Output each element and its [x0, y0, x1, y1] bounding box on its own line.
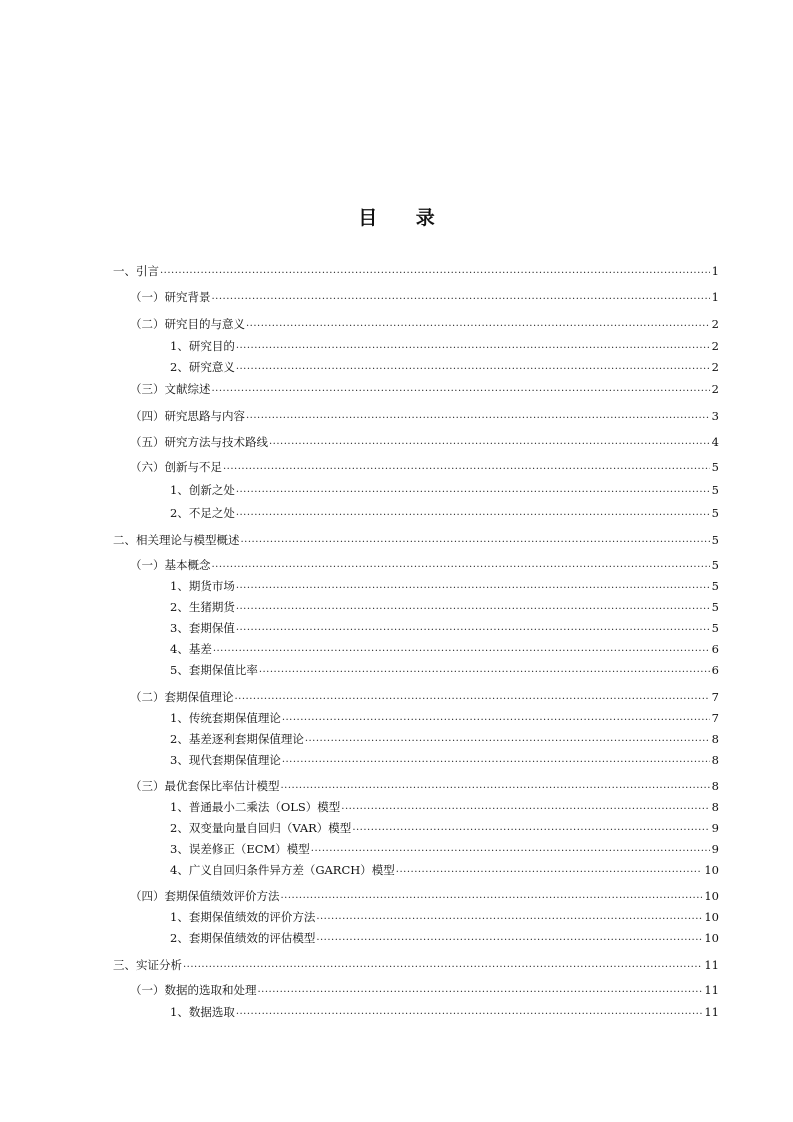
toc-entry[interactable]: [130, 775, 719, 793]
toc-entry[interactable]: [130, 686, 719, 704]
toc-entry-title: （六）创新与不足: [130, 460, 222, 474]
toc-entry-page: 8: [711, 753, 719, 767]
toc-leader-dots: [213, 642, 710, 656]
toc-entry-page: 3: [711, 409, 719, 423]
toc-entry[interactable]: [130, 313, 719, 331]
toc-leader-dots: [258, 983, 703, 997]
toc-entry-title: 1、创新之处: [170, 483, 235, 497]
toc-leader-dots: [236, 506, 710, 520]
toc-entry[interactable]: [170, 502, 719, 520]
toc-entry-title: 1、普通最小二乘法（OLS）模型: [170, 800, 341, 814]
toc-entry[interactable]: [170, 859, 719, 877]
toc-leader-dots: [223, 460, 710, 474]
toc-entry-page: 7: [711, 711, 719, 725]
toc-entry-title: 2、基差逐利套期保值理论: [170, 732, 304, 746]
toc-leader-dots: [259, 663, 710, 677]
toc-entry-title: 一、引言: [113, 264, 159, 278]
toc-entry-title: 4、广义自回归条件异方差（GARCH）模型: [170, 863, 395, 877]
toc-entry[interactable]: [170, 596, 719, 614]
toc-leader-dots: [236, 600, 710, 614]
toc-entry-page: 10: [704, 863, 719, 877]
toc-entry-page: 5: [711, 460, 719, 474]
toc-entry-title: （五）研究方法与技术路线: [130, 435, 268, 449]
toc-leader-dots: [352, 821, 709, 835]
toc-entry-page: 5: [711, 600, 719, 614]
toc-entry[interactable]: [130, 286, 719, 304]
toc-entry-page: 5: [711, 506, 719, 520]
toc-entry-title: 2、不足之处: [170, 506, 235, 520]
toc-leader-dots: [212, 558, 710, 572]
toc-leader-dots: [236, 1005, 703, 1019]
toc-entry-title: 3、误差修正（ECM）模型: [170, 842, 310, 856]
toc-entry-title: 1、期货市场: [170, 579, 235, 593]
toc-entry-title: （三）最优套保比率估计模型: [130, 779, 280, 793]
toc-entry[interactable]: [170, 638, 719, 656]
toc-leader-dots: [281, 889, 703, 903]
toc-entry[interactable]: [170, 906, 719, 924]
toc-entry[interactable]: [113, 260, 719, 278]
toc-entry[interactable]: [170, 749, 719, 767]
toc-entry[interactable]: [130, 378, 719, 396]
toc-entry-title: （二）研究目的与意义: [130, 317, 245, 331]
toc-entry-page: 10: [704, 931, 719, 945]
toc-entry-page: 8: [711, 732, 719, 746]
toc-entry-title: 二、相关理论与模型概述: [113, 533, 240, 547]
toc-entry-page: 9: [711, 842, 719, 856]
toc-entry-page: 5: [711, 579, 719, 593]
toc-entry-title: 2、双变量向量自回归（VAR）模型: [170, 821, 352, 835]
toc-entry-page: 4: [711, 435, 719, 449]
toc-entry[interactable]: [113, 529, 719, 547]
toc-entry[interactable]: [170, 707, 719, 725]
toc-leader-dots: [316, 910, 702, 924]
toc-entry-page: 9: [711, 821, 719, 835]
toc-leader-dots: [236, 360, 710, 374]
toc-entry-title: 4、基差: [170, 642, 212, 656]
toc-entry[interactable]: [170, 1001, 719, 1019]
toc-entry[interactable]: [130, 885, 719, 903]
toc-leader-dots: [236, 621, 710, 635]
toc-entry-page: 11: [704, 983, 719, 997]
toc-entry-title: 2、生猪期货: [170, 600, 235, 614]
toc-entry-page: 11: [704, 1005, 719, 1019]
toc-leader-dots: [212, 382, 710, 396]
toc-entry-page: 10: [704, 910, 719, 924]
toc-entry-page: 1: [711, 264, 719, 278]
toc-entry-title: 2、研究意义: [170, 360, 235, 374]
toc-leader-dots: [316, 931, 702, 945]
toc-entry-title: （二）套期保值理论: [130, 690, 234, 704]
toc-entry[interactable]: [170, 927, 719, 945]
toc-entry-title: 1、研究目的: [170, 339, 235, 353]
toc-entry-page: 2: [711, 339, 719, 353]
toc-leader-dots: [282, 711, 710, 725]
toc-entry[interactable]: [170, 356, 719, 374]
toc-entry-page: 5: [711, 621, 719, 635]
toc-entry[interactable]: [130, 456, 719, 474]
toc-entry-title: （四）研究思路与内容: [130, 409, 245, 423]
toc-entry[interactable]: [170, 796, 719, 814]
toc-entry-title: 5、套期保值比率: [170, 663, 258, 677]
toc-entry[interactable]: [170, 575, 719, 593]
toc-leader-dots: [269, 435, 710, 449]
toc-leader-dots: [235, 690, 710, 704]
toc-entry[interactable]: [130, 554, 719, 572]
toc-leader-dots: [236, 339, 710, 353]
toc-entry[interactable]: [170, 728, 719, 746]
toc-entry[interactable]: [170, 617, 719, 635]
toc-entry[interactable]: [170, 335, 719, 353]
toc-entry[interactable]: [170, 838, 719, 856]
toc-entry-page: 2: [711, 360, 719, 374]
toc-entry-page: 11: [704, 958, 719, 972]
toc-entry-page: 8: [711, 800, 719, 814]
toc-entry[interactable]: [130, 405, 719, 423]
toc-entry[interactable]: [130, 431, 719, 449]
toc-entry-title: （一）研究背景: [130, 290, 211, 304]
toc-entry-title: 1、数据选取: [170, 1005, 235, 1019]
toc-entry-page: 2: [711, 317, 719, 331]
toc-leader-dots: [311, 842, 710, 856]
toc-entry[interactable]: [130, 979, 719, 997]
toc-entry-title: 2、套期保值绩效的评估模型: [170, 931, 316, 945]
toc-entry-title: 3、现代套期保值理论: [170, 753, 281, 767]
toc-leader-dots: [236, 483, 710, 497]
toc-leader-dots: [305, 732, 710, 746]
toc-entry-title: 3、套期保值: [170, 621, 235, 635]
toc-entry-page: 5: [711, 483, 719, 497]
toc-entry-title: （三）文献综述: [130, 382, 211, 396]
toc-entry-page: 8: [711, 779, 719, 793]
toc-entry-page: 5: [711, 533, 719, 547]
toc-leader-dots: [282, 753, 710, 767]
toc-entry[interactable]: [170, 659, 719, 677]
toc-entry-page: 6: [711, 642, 719, 656]
toc-entry-page: 7: [711, 690, 719, 704]
toc-entry-title: 1、套期保值绩效的评价方法: [170, 910, 316, 924]
toc-leader-dots: [160, 264, 710, 278]
toc-entry[interactable]: [170, 479, 719, 497]
toc-title: 目 录: [358, 207, 451, 229]
toc-leader-dots: [241, 533, 710, 547]
toc-leader-dots: [183, 958, 702, 972]
toc-entry-page: 2: [711, 382, 719, 396]
toc-entry[interactable]: [170, 817, 719, 835]
toc-entry-title: 1、传统套期保值理论: [170, 711, 281, 725]
toc-entry-title: （一）数据的选取和处理: [130, 983, 257, 997]
toc-leader-dots: [246, 317, 710, 331]
toc-leader-dots: [281, 779, 710, 793]
toc-leader-dots: [341, 800, 709, 814]
toc-entry-title: （一）基本概念: [130, 558, 211, 572]
toc-entry-page: 5: [711, 558, 719, 572]
toc-entry-page: 6: [711, 663, 719, 677]
toc-leader-dots: [212, 290, 710, 304]
toc-entry-page: 1: [711, 290, 719, 304]
toc-entry-title: （四）套期保值绩效评价方法: [130, 889, 280, 903]
toc-entry[interactable]: [113, 954, 719, 972]
toc-entry-page: 10: [704, 889, 719, 903]
toc-entry-title: 三、实证分析: [113, 958, 182, 972]
toc-leader-dots: [236, 579, 710, 593]
toc-leader-dots: [246, 409, 710, 423]
toc-leader-dots: [396, 863, 703, 877]
